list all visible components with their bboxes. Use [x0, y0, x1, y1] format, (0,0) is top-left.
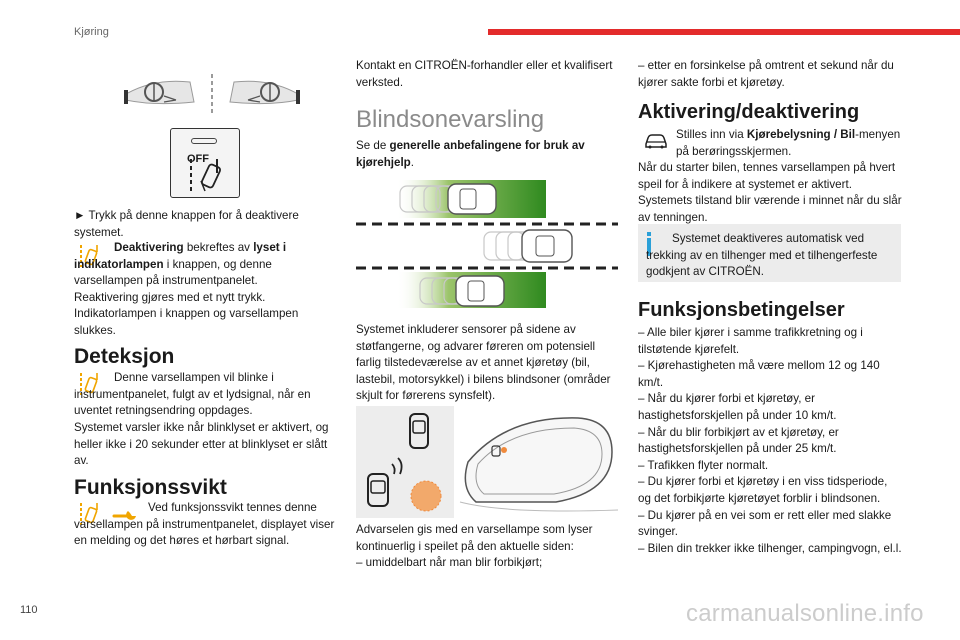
reactivation-text: Reaktivering gjøres med et nytt trykk.	[74, 291, 266, 304]
press-instruction: ► Trykk på denne knappen for å deaktivere systemet.	[74, 209, 299, 239]
deteksjon-note: Systemet varsler ikke når blinklyset er aktivert, og heller ikke i 20 sekunder etter at blinklyset er slått av.	[74, 421, 329, 468]
overtaken-bullet: – umiddelbart når man blir forbikjørt;	[356, 556, 543, 569]
deteksjon-text: Denne varsellampen vil blinke i instrumentpanelet, fulgt av et lydsignal, når en uventet retningsendring oppdages.	[74, 371, 311, 418]
funksjonssvikt-paragraph	[74, 500, 339, 550]
funksjonsbetingelser-heading: Funksjonsbetingelser	[638, 299, 845, 321]
info-text	[646, 231, 894, 281]
off-button-illustration	[170, 128, 240, 198]
list-item: – Kjørehastigheten må være mellom 12 og 140 km/t.	[638, 359, 880, 389]
section-title: Kjøring	[74, 26, 109, 38]
conditions-list	[638, 325, 903, 557]
list-item: – Du kjører på en vei som er rett eller med slakke svinger.	[638, 508, 892, 539]
indicator-lamp-bold: lyset i indikatorlampen	[74, 241, 287, 271]
deactivation-rest: i knappen, og denne varsellampen på instrumentpanelet.	[74, 257, 272, 288]
off-label: OFF	[187, 153, 209, 165]
car-settings-icon	[644, 132, 668, 150]
list-item: – Alle biler kjører i samme trafikkretning og i tilstøtende kjørefelt.	[638, 326, 863, 356]
watermark: carmanualsonline.info	[686, 600, 924, 627]
lane-departure-icon	[183, 159, 229, 193]
mirror-warning-illustration	[356, 406, 618, 518]
list-item: – Bilen din trekker ikke tilhenger, campingvogn, el.l.	[638, 541, 902, 555]
memory-text: Systemets tilstand blir værende i minnet når du slår av tenningen.	[638, 194, 902, 224]
start-text: Når du starter bilen, tennes varsellampen på hvert speil for å indikere at systemet er aktivert.	[638, 161, 896, 191]
see-bold: generelle anbefalingene for bruk av kjørehjelp	[356, 139, 585, 169]
blind-spot-zone-illustration	[356, 176, 618, 312]
set-post: -menyen på berøringsskjermen.	[676, 128, 901, 158]
contact-dealer-text: Kontakt en CITROËN-forhandler eller et kvalifisert verksted.	[356, 59, 613, 89]
indicator-lamp	[191, 138, 217, 144]
see-pre: Se de	[356, 139, 390, 152]
see-recommendations-text	[356, 138, 621, 171]
deteksjon-heading: Deteksjon	[74, 345, 175, 368]
info-box	[638, 224, 901, 282]
settings-instruction	[676, 127, 903, 160]
delay-bullet: – etter en forsinkelse på omtrent et sekund når du kjører sakte forbi et kjøretøy.	[638, 59, 894, 89]
list-item: – Trafikken flyter normalt.	[638, 458, 769, 472]
set-pre: Stilles inn via	[676, 128, 747, 141]
set-bold: Kjørebelysning / Bil	[746, 128, 856, 141]
funksjonssvikt-text: Ved funksjonssvikt tennes denne varsellampen på instrumentpanelet, displayet viser en melding og det høres et hørbart signal.	[74, 501, 335, 548]
indicator-off-text: Indikatorlampen i knappen og varsellampen slukkes.	[74, 307, 299, 337]
info-text-content: Systemet deaktiveres automatisk ved trekking av en tilhenger med et tilhengerfeste godkjent av CITROËN.	[646, 232, 878, 279]
header-accent-bar	[488, 29, 960, 35]
list-item: – Du kjører forbi et kjøretøy i en viss tidsperiode, og det forbikjørte kjøretøyet forblir i blindsonen.	[638, 475, 888, 505]
list-item: – Når du kjører forbi et kjøretøy, er hastighetsforskjellen på under 10 km/t.	[638, 392, 837, 422]
mirror-warning-text: Advarselen gis med en varsellampe som lyser kontinuerlig i speilet på den aktuelle siden:	[356, 523, 593, 553]
deactivation-paragraph	[74, 240, 339, 290]
see-post: .	[410, 155, 414, 169]
deactivation-bold: Deaktivering	[114, 241, 184, 254]
steering-illustration	[124, 72, 300, 116]
aktivering-heading: Aktivering/deaktivering	[638, 101, 860, 123]
deactivation-mid: bekreftes av	[183, 241, 254, 254]
page-number: 110	[20, 604, 38, 616]
list-item: – Når du blir forbikjørt av et kjøretøy, er hastighetsforskjellen på under 25 km/t.	[638, 425, 839, 456]
funksjonssvikt-heading: Funksjonssvikt	[74, 476, 227, 499]
blindsonevarsling-heading: Blindsonevarsling	[356, 106, 545, 133]
deteksjon-paragraph	[74, 370, 339, 420]
system-description: Systemet inkluderer sensorer på sidene av støtfangerne, og advarer føreren om potensiell farlig tilstedeværelse av et annet kjøretøy (bil, lastebil, motorsykkel) i bilens blindsoner (områder skjult for førerens synsfelt).	[356, 323, 611, 403]
